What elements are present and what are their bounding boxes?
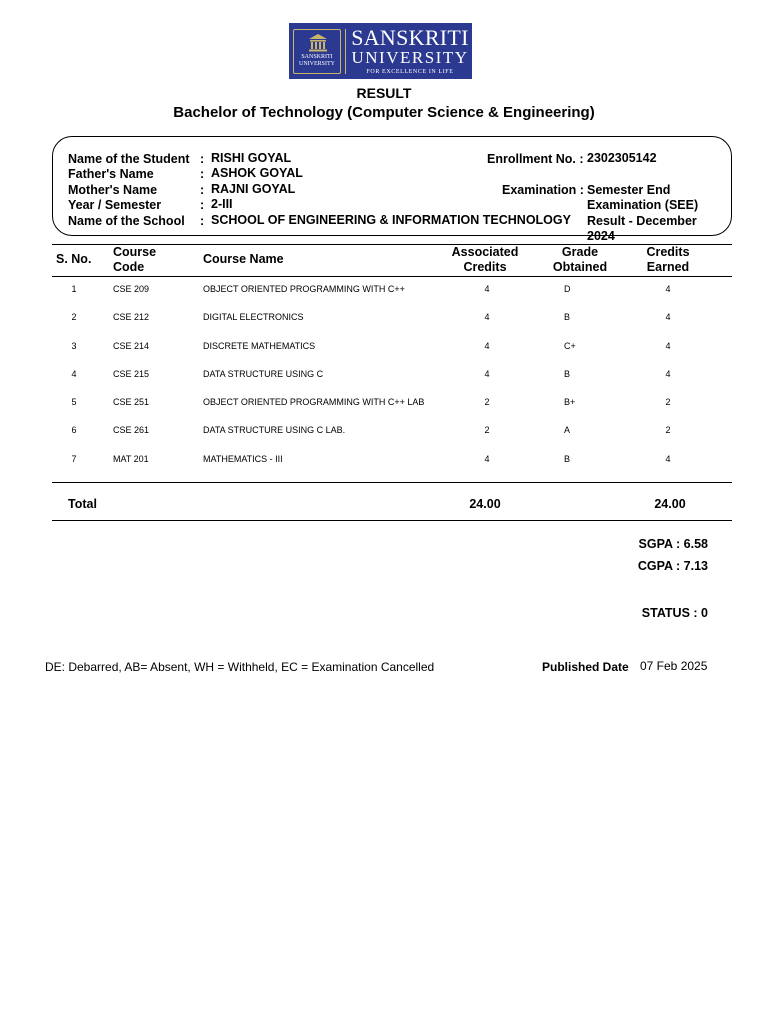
student-name-label: Name of the Student [68,152,190,166]
cell-earned: 4 [665,369,671,379]
grade-legend: DE: Debarred, AB= Absent, WH = Withheld, EC = Examination Cancelled [45,660,435,674]
cgpa: CGPA : 7.13 [637,559,708,573]
header-sno: S. No. [56,252,92,266]
cell-credits: 4 [484,369,490,379]
sgpa: SGPA : 6.58 [638,537,708,551]
cell-code: CSE 251 [113,397,150,407]
cell-credits: 2 [484,425,490,435]
cell-sno: 7 [71,454,77,464]
published-date-label: Published Date [542,660,629,674]
logo-brand: SANSKRITI [351,25,469,50]
cell-sno: 6 [71,425,77,435]
school-name-label: Name of the School [68,214,185,228]
table-header-rule [52,276,732,277]
cell-course-name: DATA STRUCTURE USING C [203,369,324,379]
cell-grade: B [564,369,571,379]
header-credits-earned [628,245,708,275]
header-course-name: Course Name [203,252,284,266]
mother-name-label: Mother's Name [68,183,158,197]
year-semester: 2-III [211,197,233,211]
header-grade-obtained [540,245,620,275]
logo-tagline: FOR EXCELLENCE IN LIFE [366,69,454,75]
cell-sno: 4 [71,369,77,379]
mother-name: RAJNI GOYAL [211,182,296,196]
header-credits-earned-line2: Earned [646,260,690,274]
status: STATUS : 0 [641,606,708,620]
cell-grade: B [564,454,571,464]
cell-credits: 2 [484,397,490,407]
colon: : [200,198,205,212]
cell-earned: 4 [665,341,671,351]
cell-sno: 3 [71,341,77,351]
cell-earned: 4 [665,454,671,464]
table-total-top-rule [52,482,732,483]
header-associated-credits-line2: Credits [463,260,507,274]
student-name: RISHI GOYAL [211,151,292,165]
cell-code: CSE 214 [113,341,150,351]
header-grade-obtained-line2: Obtained [552,260,608,274]
page-title: RESULT [356,85,412,101]
total-associated-credits: 24.00 [469,497,501,511]
cell-credits: 4 [484,312,490,322]
cell-code: CSE 212 [113,312,150,322]
emblem-text: SANSKRITI UNIVERSITY [299,54,335,67]
cell-code: CSE 215 [113,369,150,379]
cell-earned: 2 [665,425,671,435]
logo-sub: UNIVERSITY [351,48,469,67]
total-credits-earned: 24.00 [654,497,686,511]
school-name: SCHOOL OF ENGINEERING & INFORMATION TECHNOLOGY [211,213,571,227]
cell-code: CSE 261 [113,425,150,435]
cell-course-name: DATA STRUCTURE USING C LAB. [203,425,346,435]
examination-line-2: Examination (SEE) [587,198,699,212]
cell-course-name: OBJECT ORIENTED PROGRAMMING WITH C++ [203,284,405,294]
cell-code: CSE 209 [113,284,150,294]
cell-credits: 4 [484,341,490,351]
header-course-code-line1: Course [113,245,157,259]
enrollment-number: 2302305142 [587,151,657,165]
header-course-code [113,245,173,275]
colon: : [200,152,205,166]
year-semester-label: Year / Semester [68,198,162,212]
cell-earned: 2 [665,397,671,407]
cell-grade: B+ [564,397,576,407]
examination-label: Examination : [502,183,584,197]
emblem-icon [293,29,341,74]
program-title: Bachelor of Technology (Computer Science & Engineering) [173,104,595,121]
header-course-code-line2: Code [113,260,145,274]
header-associated-credits [445,245,525,275]
cell-grade: D [564,284,571,294]
cell-sno: 2 [71,312,77,322]
logo-divider [345,29,346,74]
cell-earned: 4 [665,284,671,294]
cell-course-name: MATHEMATICS - III [203,454,283,464]
cell-course-name: DISCRETE MATHEMATICS [203,341,316,351]
cell-sno: 5 [71,397,77,407]
total-label: Total [68,497,97,511]
cell-grade: C+ [564,341,576,351]
header-grade-obtained-line1: Grade [561,245,599,259]
cell-course-name: DIGITAL ELECTRONICS [203,312,304,322]
cell-grade: B [564,312,571,322]
examination-line-4: 2024 [587,229,615,243]
father-name-label: Father's Name [68,167,154,181]
table-bottom-rule [52,520,732,521]
cell-sno: 1 [71,284,77,294]
cell-grade: A [564,425,571,435]
father-name: ASHOK GOYAL [211,166,303,180]
colon: : [200,183,205,197]
header-credits-earned-line1: Credits [646,245,690,259]
cell-earned: 4 [665,312,671,322]
colon: : [200,167,205,181]
colon: : [200,214,205,228]
cell-course-name: OBJECT ORIENTED PROGRAMMING WITH C++ LAB [203,397,425,407]
examination-line-3: Result - December [587,214,697,228]
cell-code: MAT 201 [113,454,149,464]
university-logo [289,23,472,79]
enrollment-label: Enrollment No. : [487,152,584,166]
examination-line-1: Semester End [587,183,671,197]
cell-credits: 4 [484,454,490,464]
header-associated-credits-line1: Associated [451,245,519,259]
cell-credits: 4 [484,284,490,294]
published-date: 07 Feb 2025 [640,659,708,673]
